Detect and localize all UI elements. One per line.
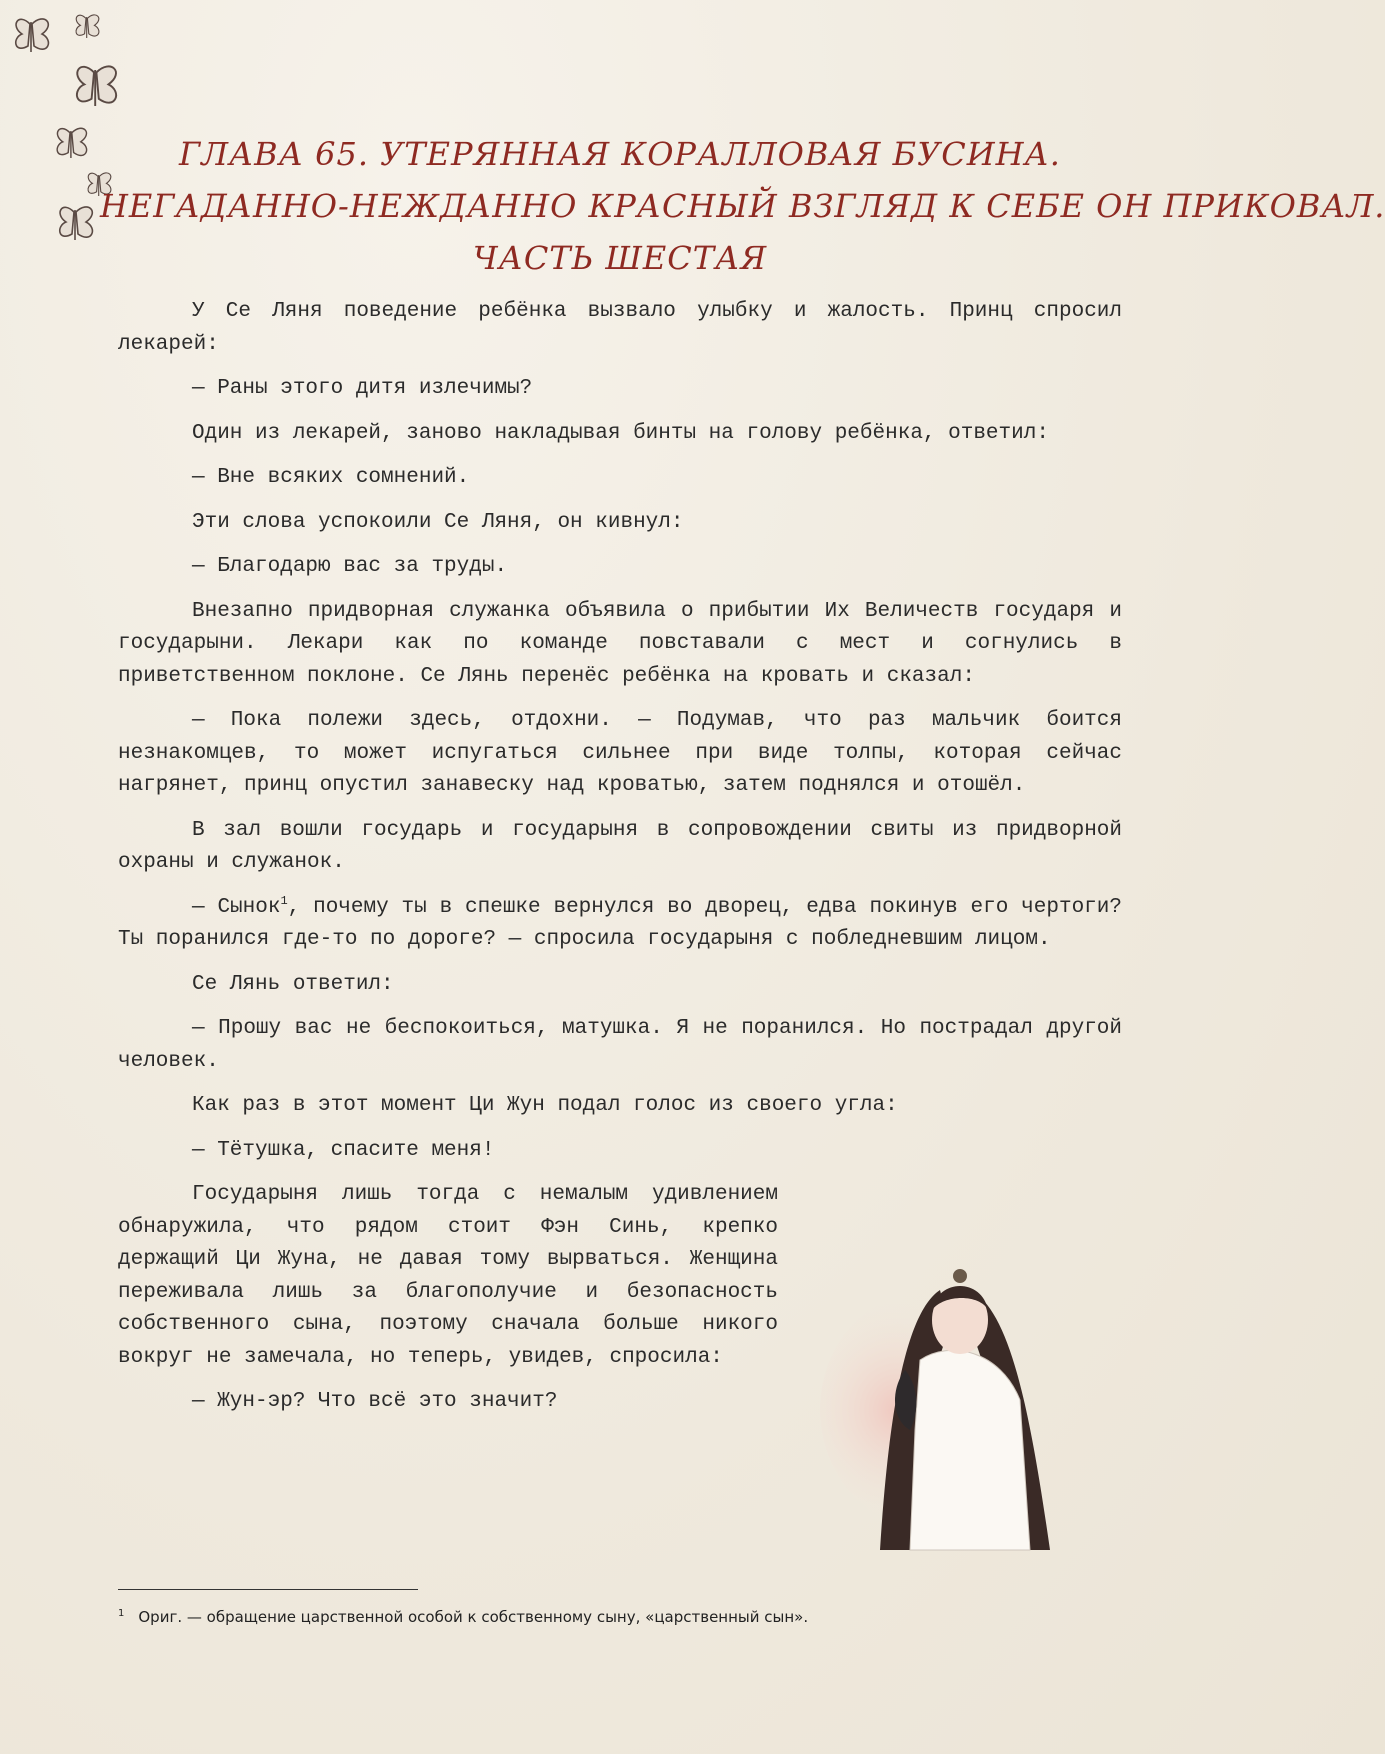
paragraph: Внезапно придворная служанка объявила о прибытии Их Величеств государя и государыни. Лекари как по команде повставали с мест и согнулись в приветственном поклоне. Се Лянь перенёс ребёнка на кровать и сказал: (118, 599, 1122, 688)
title-line-1: ГЛАВА 65. УТЕРЯННАЯ КОРАЛЛОВАЯ БУСИНА. (179, 135, 1061, 173)
paragraph: — Пока полежи здесь, отдохни. — Подумав, что раз мальчик боится незнакомцев, то может испугаться сильнее при виде толпы, которая сейчас нагрянет, принц опустил занавеску над кроватью, затем поднялся и отошёл. (118, 709, 1122, 797)
illustration-figure (820, 1250, 1120, 1560)
butterfly-icon (16, 19, 49, 52)
chapter-title (100, 128, 1385, 284)
paragraph-with-footnote (118, 892, 1122, 957)
paragraph: — Вне всяких сомнений. (192, 466, 470, 489)
footnote-text: Ориг. — обращение царственной особой к собственному сыну, «царственный сын». (138, 1608, 809, 1626)
paragraph: В зал вошли государь и государыня в сопровождении свиты из придворной охраны и служанок. (118, 818, 1122, 874)
title-line-3: ЧАСТЬ ШЕСТАЯ (472, 239, 768, 277)
butterfly-icon (57, 128, 86, 158)
paragraph: У Се Ляня поведение ребёнка вызвало улыбку и жалость. Принц спросил лекарей: (118, 300, 1122, 356)
butterfly-icon (77, 66, 116, 106)
paragraph: — Раны этого дитя излечимы? (192, 377, 533, 400)
paragraph: Эти слова успокоили Се Ляня, он кивнул: (192, 510, 684, 534)
footnote-ref[interactable]: 1 (280, 893, 288, 908)
paragraph-part: — Сынок (192, 895, 281, 919)
paragraph: — Жун-эр? Что всё это значит? (192, 1390, 558, 1413)
paragraph: Государыня лишь тогда с немалым удивлением обнаружила, что рядом стоит Фэн Синь, крепко держащий Ци Жуна, не давая тому вырваться. Женщина переживала лишь за благополучие и безопасность собственного сына, поэтому сначала больше никого вокруг не замечала, но теперь, увидев, спросила: (118, 1183, 778, 1369)
paragraph-part: , почему ты в спешке вернулся во дворец, едва покинув его чертоги? Ты поранился где-то по дороге? — спросила государыня с побледневшим лицом. (118, 895, 1122, 951)
paragraph: Се Лянь ответил: (192, 972, 394, 996)
butterfly-icon (76, 15, 99, 38)
footnote-mark: 1 (118, 1608, 125, 1619)
paragraph: Как раз в этот момент Ци Жун подал голос из своего угла: (192, 1094, 898, 1117)
paragraph: Один из лекарей, заново накладывая бинты на голову ребёнка, ответил: (192, 421, 1049, 445)
paragraph: — Тётушка, спасите меня! (192, 1138, 495, 1162)
title-line-2: НЕГАДАННО-НЕЖДАННО КРАСНЫЙ ВЗГЛЯД К СЕБЕ ОН ПРИКОВАЛ. (100, 187, 1385, 225)
footnote (118, 1608, 1018, 1626)
paragraph: — Благодарю вас за труды. (192, 555, 508, 578)
paragraph: — Прошу вас не беспокоиться, матушка. Я не поранился. Но пострадал другой человек. (118, 1017, 1122, 1073)
footnote-separator (118, 1589, 418, 1590)
butterfly-icon (60, 207, 93, 240)
